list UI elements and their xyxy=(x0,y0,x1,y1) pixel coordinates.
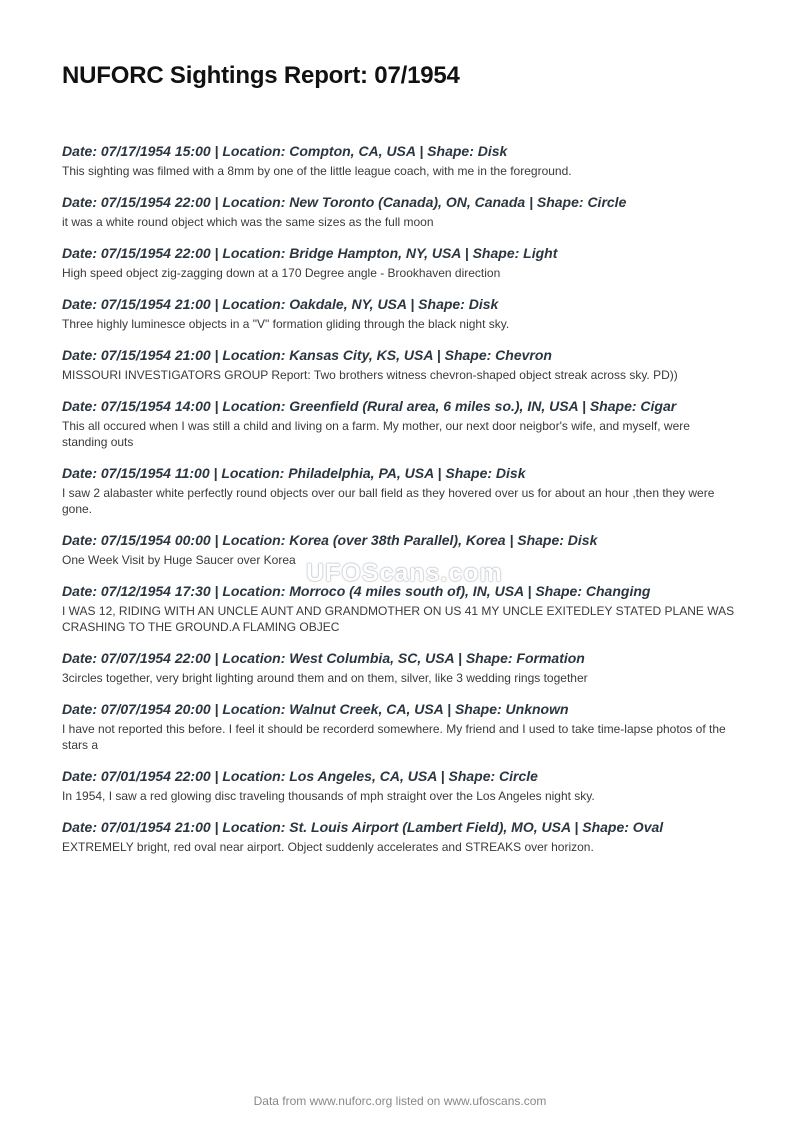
sighting-entry xyxy=(62,819,738,855)
watermark: UFOScans.com xyxy=(306,559,503,587)
sighting-description: This all occured when I was still a child and living on a farm. My mother, our next door neigbor's wife, and myself, were standing outs xyxy=(62,419,690,449)
sighting-description: MISSOURI INVESTIGATORS GROUP Report: Two brothers witness chevron-shaped object streak across sky. PD)) xyxy=(62,368,678,382)
sighting-entry xyxy=(62,347,738,383)
sighting-header: Date: 07/15/1954 14:00 | Location: Greenfield (Rural area, 6 miles so.), IN, USA | Shape: Cigar xyxy=(62,398,677,414)
sighting-header: Date: 07/01/1954 21:00 | Location: St. Louis Airport (Lambert Field), MO, USA | Shape: Oval xyxy=(62,819,664,835)
sighting-description: EXTREMELY bright, red oval near airport. Object suddenly accelerates and STREAKS over horizon. xyxy=(62,840,594,854)
sighting-entry xyxy=(62,143,738,179)
sighting-header: Date: 07/17/1954 15:00 | Location: Compton, CA, USA | Shape: Disk xyxy=(62,143,508,159)
page-title: NUFORC Sightings Report: 07/1954 xyxy=(62,62,460,89)
sighting-entry xyxy=(62,194,738,230)
sighting-description: One Week Visit by Huge Saucer over Korea xyxy=(62,553,296,567)
sighting-header: Date: 07/15/1954 11:00 | Location: Philadelphia, PA, USA | Shape: Disk xyxy=(62,465,526,481)
sightings-list xyxy=(62,143,738,870)
sighting-header: Date: 07/12/1954 17:30 | Location: Morroco (4 miles south of), IN, USA | Shape: Changing xyxy=(62,583,651,599)
footer-credit: Data from www.nuforc.org listed on www.ufoscans.com xyxy=(253,1094,547,1108)
sighting-entry xyxy=(62,650,738,686)
sighting-entry xyxy=(62,245,738,281)
sighting-header: Date: 07/15/1954 21:00 | Location: Oakdale, NY, USA | Shape: Disk xyxy=(62,296,499,312)
sighting-entry xyxy=(62,398,738,450)
sighting-entry xyxy=(62,701,738,753)
sighting-entry xyxy=(62,296,738,332)
sighting-description: 3circles together, very bright lighting around them and on them, silver, like 3 wedding rings together xyxy=(62,671,588,685)
sighting-header: Date: 07/07/1954 20:00 | Location: Walnut Creek, CA, USA | Shape: Unknown xyxy=(62,701,569,717)
sighting-description: Three highly luminesce objects in a "V" formation gliding through the black night sky. xyxy=(62,317,510,331)
sighting-description: This sighting was filmed with a 8mm by one of the little league coach, with me in the foreground. xyxy=(62,164,572,178)
sighting-header: Date: 07/15/1954 22:00 | Location: Bridge Hampton, NY, USA | Shape: Light xyxy=(62,245,558,261)
sighting-header: Date: 07/15/1954 21:00 | Location: Kansas City, KS, USA | Shape: Chevron xyxy=(62,347,552,363)
sighting-description: I WAS 12, RIDING WITH AN UNCLE AUNT AND GRANDMOTHER ON US 41 MY UNCLE EXITEDLEY STATED PLANE WAS CRASHING TO THE GROUND.A FLAMING OBJEC xyxy=(62,604,735,634)
sighting-description: it was a white round object which was the same sizes as the full moon xyxy=(62,215,434,229)
sighting-header: Date: 07/07/1954 22:00 | Location: West Columbia, SC, USA | Shape: Formation xyxy=(62,650,585,666)
sighting-description: I have not reported this before. I feel it should be recorderd somewhere. My friend and I used to take time-lapse photos of the stars a xyxy=(62,722,726,752)
sighting-description: High speed object zig-zagging down at a 170 Degree angle - Brookhaven direction xyxy=(62,266,501,280)
sighting-entry xyxy=(62,583,738,635)
sighting-entry xyxy=(62,768,738,804)
sighting-header: Date: 07/01/1954 22:00 | Location: Los Angeles, CA, USA | Shape: Circle xyxy=(62,768,538,784)
sighting-description: In 1954, I saw a red glowing disc traveling thousands of mph straight over the Los Angeles night sky. xyxy=(62,789,595,803)
sighting-header: Date: 07/15/1954 00:00 | Location: Korea (over 38th Parallel), Korea | Shape: Disk xyxy=(62,532,598,548)
sighting-header: Date: 07/15/1954 22:00 | Location: New Toronto (Canada), ON, Canada | Shape: Circle xyxy=(62,194,627,210)
sighting-entry xyxy=(62,532,738,568)
sighting-description: I saw 2 alabaster white perfectly round objects over our ball field as they hovered over us for about an hour ,then they were gone. xyxy=(62,486,715,516)
sighting-entry xyxy=(62,465,738,517)
